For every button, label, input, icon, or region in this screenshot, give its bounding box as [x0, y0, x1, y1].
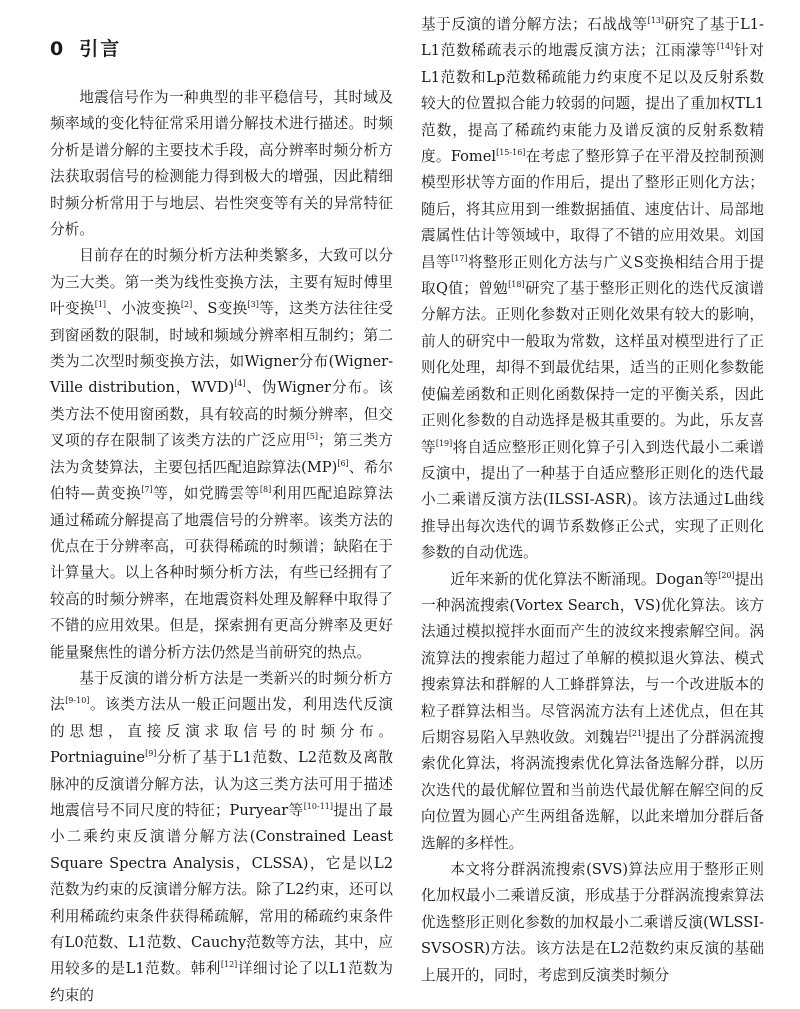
citation-marker: [10-11] [303, 802, 333, 812]
paragraph: 地震信号作为一种典型的非平稳信号，其时域及频率域的变化特征常采用谱分解技术进行描述。时频分析是谱分解的主要技术手段，高分辨率时频分析方法获取弱信号的检测能力得到极大的增强，因此精细时频分析常用于与地层、岩性突变等有关的异常特征分析。 [50, 89, 393, 239]
paragraph: 本文将分群涡流搜索(SVS)算法应用于整形正则化加权最小二乘谱反演，形成基于分群涡流搜索算法优选整形正则化参数的加权最小二乘谱反演(WLSSI-SVSOSR)方法。该方法是在L2范数约束反演的基础上展开的，同时，考虑到反演类时频分 [421, 861, 764, 984]
citation-marker: [12] [220, 960, 238, 970]
paragraph: 近年来新的优化算法不断涌现。Dogan等[20]提出一种涡流搜索(Vortex Search，VS)优化算法。该方法通过模拟搅拌水面而产生的波纹来搜索解空间。涡流算法的搜索能力超过了单解的模拟退火算法、模式搜索算法和群解的人工蜂群算法，与一个改进版本的粒子群算法相当。尽管涡流方法有上述优点，但在其后期容易陷入早熟收敛。刘魏岩[21]提出了分群涡流搜索优化算法，将涡流搜索优化算法备选解分群，以历次迭代的最优解位置和当前迭代最优解在解空间的反向位置为圆心产生两组备选解，以此来增加分群后备选解的多样性。 [421, 570, 764, 852]
right-column [421, 12, 764, 984]
citation-marker: [9] [145, 749, 157, 759]
citation-marker: [1] [94, 300, 107, 310]
citation-marker: [5] [306, 432, 318, 442]
citation-marker: [3] [247, 300, 259, 310]
citation-marker: [21] [628, 729, 646, 739]
citation-marker: [8] [259, 485, 272, 495]
citation-marker: [20] [718, 570, 735, 580]
section-number: 0 [50, 38, 66, 60]
citation-marker: [19] [435, 438, 453, 448]
citation-marker: [14] [716, 42, 734, 52]
citation-marker: [6] [337, 458, 349, 468]
paragraph: 基于反演的谱分解方法；石战战等[13]研究了基于L1-L1范数稀疏表示的地震反演方法；江雨濛等[14]针对L1范数和Lp范数稀疏能力约束度不足以及反射系数较大的位置拟合能力较弱的问题，提出了重加权TL1范数，提高了稀疏约束能力及谱反演的反射系数精度。Fomel[15-16]在考虑了整形算子在平滑及控制预测模型形状等方面的作用后，提出了整形正则化方法；随后，将其应用到一维数据插值、速度估计、局部地震属性估计等领域中，取得了不错的应用效果。刘国昌等[17]将整形正则化方法与广义S变换相结合用于提取Q值；曾勉[18]研究了基于整形正则化的迭代反演谱分解方法。正则化参数对正则化效果有较大的影响，前人的研究中一般取为常数，这样虽对模型进行了正则化处理，却得不到最优结果，适当的正则化参数能使偏差函数和正则化函数保持一定的平衡关系，因此正则化参数的自动选择是极其重要的。为此，乐友喜等[19]将自适应整形正则化算子引入到迭代最小二乘谱反演中，提出了一种基于自适应整形正则化的迭代最小二乘谱反演方法(ILSSI-ASR)。该方法通过L曲线推导出每次迭代的调节系数修正公式，实现了正则化参数的自动优选。 [421, 16, 764, 562]
citation-marker: [9-10] [65, 696, 90, 706]
section-heading [50, 34, 393, 61]
citation-marker: [4] [234, 379, 246, 389]
citation-marker: [17] [451, 253, 468, 263]
two-column-body [50, 12, 764, 1004]
citation-marker: [2] [180, 300, 193, 310]
paragraph: 目前存在的时频分析方法种类繁多，大致可以分为三大类。第一类为线性变换方法，主要有短时傅里叶变换[1]、小波变换[2]、S变换[3]等，这类方法往往受到窗函数的限制，时域和频域分辨率相互制约；第二类为二次型时频变换方法，如Wigner分布(Wigner-Ville distribution，WVD)[4]、伪Wigner分布。该类方法不使用窗函数，具有较高的时频分辨率，但交叉项的存在限制了该类方法的广泛应用[5]；第三类方法为贪婪算法，主要包括匹配追踪算法(MP)[6]、希尔伯特—黄变换[7]等，如党腾雲等[8]利用匹配追踪算法通过稀疏分解提高了地震信号的分辨率。该类方法的优点在于分辨率高，可获得稀疏的时频谱；缺陷在于计算量大。以上各种时频分析方法，有些已经拥有了较高的时频分辨率，在地震资料处理及解释中取得了不错的应用效果。但是，探索拥有更高分辨率及更好能量聚焦性的谱分析方法仍然是当前研究的热点。 [50, 247, 393, 661]
paragraph: 基于反演的谱分析方法是一类新兴的时频分析方法[9-10]。该类方法从一般正问题出发，利用迭代反演的思想，直接反演求取信号的时频分布。Portniaguine[9]分析了基于L1范数、L2范数及离散脉冲的反演谱分解方法，认为这三类方法可用于描述地震信号不同尺度的特征；Puryear等[10-11]提出了最小二乘约束反演谱分解方法(Constrained Least Square Spectra Analysis，CLSSA)，它是以L2范数为约束的反演谱分解方法。除了L2约束，还可以利用稀疏约束条件获得稀疏解，常用的稀疏约束条件有L0范数、L1范数、Cauchy范数等方法，其中，应用较多的是L1范数。韩利[12]详细讨论了以L1范数为约束的 [50, 669, 393, 1004]
citation-marker: [13] [647, 16, 665, 26]
citation-marker: [18] [508, 280, 525, 290]
section-title: 引言 [79, 38, 122, 60]
left-column [50, 12, 393, 1004]
citation-marker: [7] [141, 485, 153, 495]
citation-marker: [15-16] [496, 148, 526, 158]
